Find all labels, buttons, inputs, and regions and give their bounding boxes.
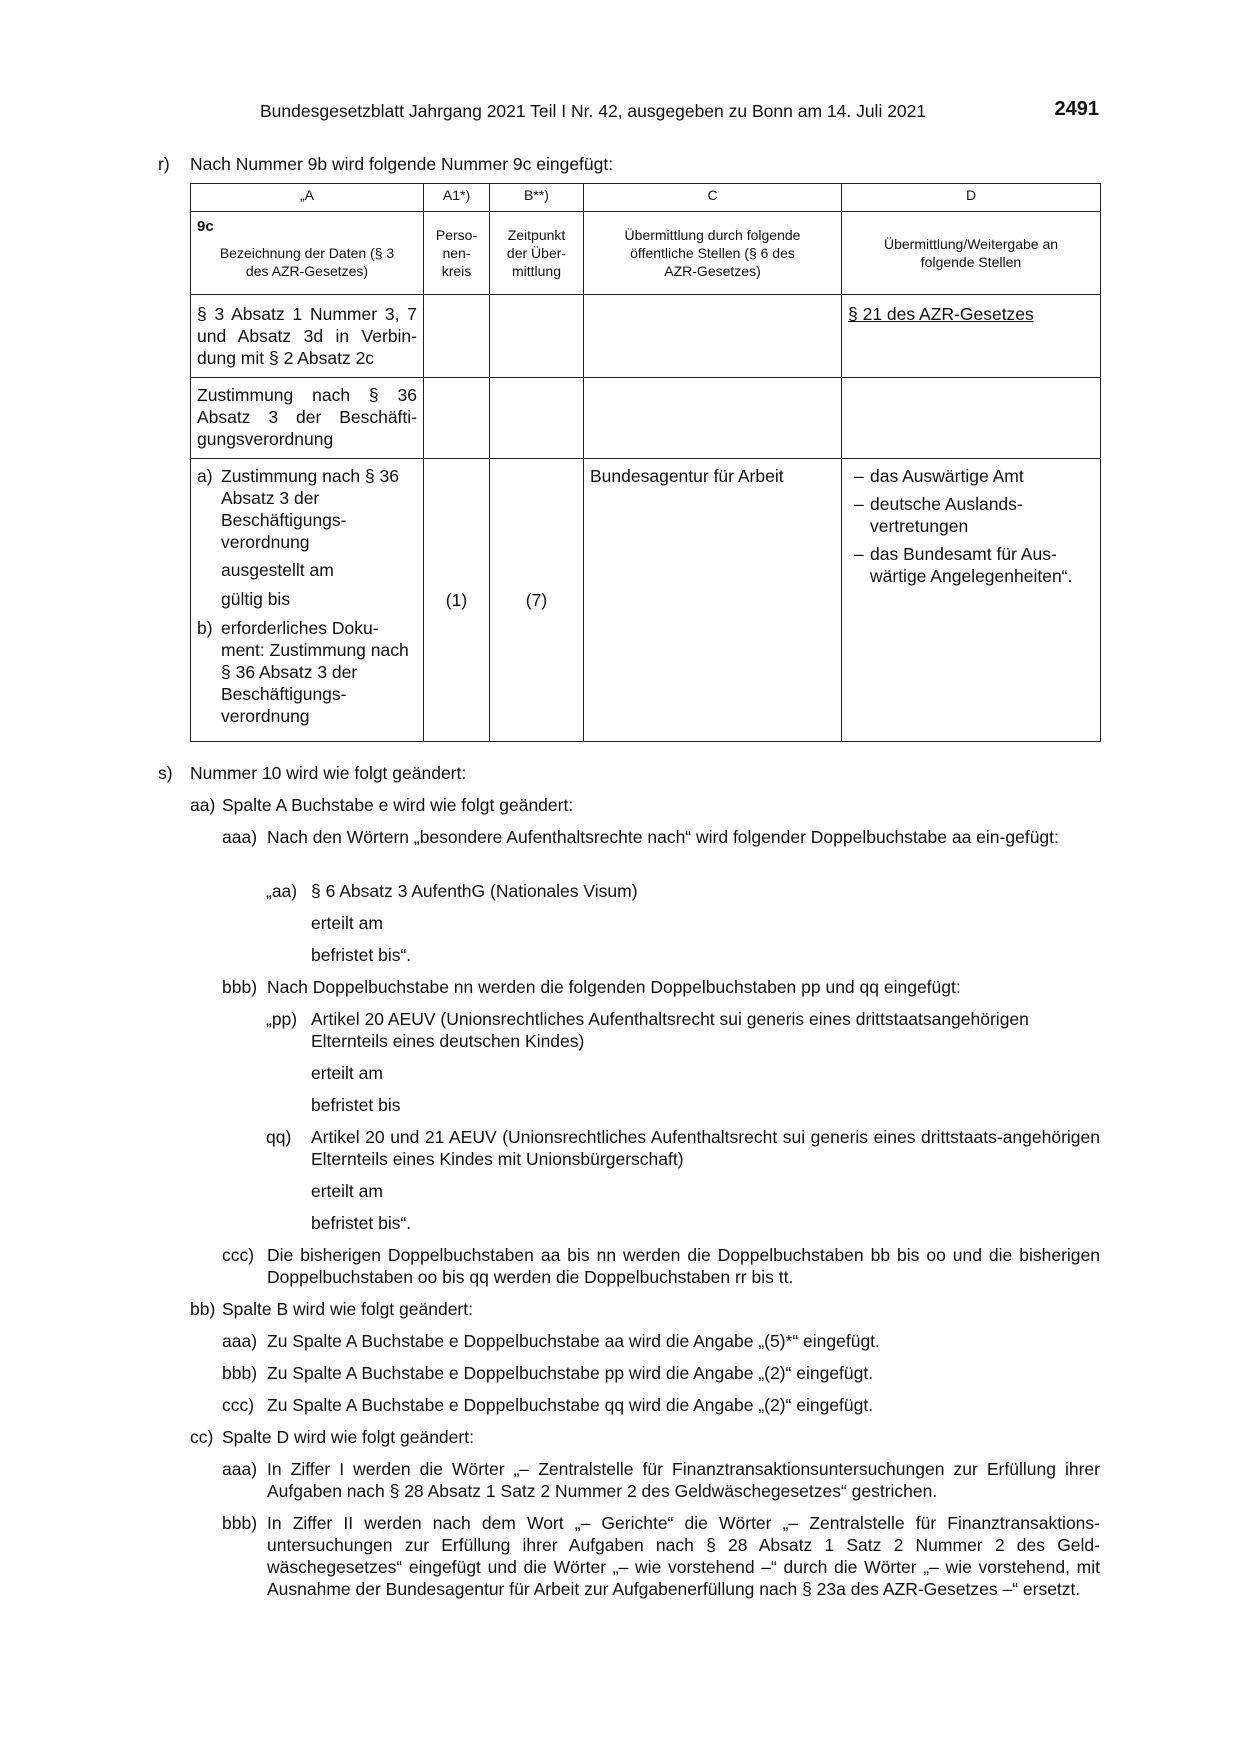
row3-a-valid: gültig bis xyxy=(221,589,291,609)
col-header-b: B**) xyxy=(490,184,584,212)
subheader-c-text: Übermittlung durch folgende öffentliche Stellen (§ 6 des AZR-Gesetzes) xyxy=(624,227,801,279)
item-bb-text: Spalte B wird wie folgt geändert: xyxy=(222,1299,473,1319)
list-item xyxy=(848,493,1094,537)
row2-a xyxy=(191,378,424,459)
subheader-a-text: Bezeichnung der Daten (§ 3 des AZR-Gesetzes) xyxy=(219,245,395,279)
subheader-b-text: Zeitpunkt der Über-mittlung xyxy=(506,227,567,279)
subheader-a1 xyxy=(424,212,490,295)
row3-a1 xyxy=(424,459,490,742)
row2-a1 xyxy=(424,378,490,459)
row-number: 9c xyxy=(197,218,214,235)
item-s-text: Nummer 10 wird wie folgt geändert: xyxy=(190,763,467,783)
page-header xyxy=(0,100,1241,126)
ins-pp-label: „pp) xyxy=(266,1009,298,1029)
list-item xyxy=(848,543,1094,587)
dash-marker: – xyxy=(854,494,864,514)
item-r-text: Nach Nummer 9b wird folgende Nummer 9c eingefügt: xyxy=(190,154,614,174)
row3-a-issued: ausgestellt am xyxy=(221,560,334,580)
item-cc-text: Spalte D wird wie folgt geändert: xyxy=(222,1427,474,1447)
item-cc-bbb-text: In Ziffer II werden nach dem Wort „– Gerichte“ die Wörter „– Zentralstelle für Finanztransaktions-untersuchungen zur Erfüllung ihrer Aufgaben nach § 28 Absatz 1 Satz 2 Nummer 2 des Geld-wäschegesetzes“ eingefügt und die Wörter „– wie vorstehend –“ durch die Wörter „– wie vorstehend, mit Ausnahme der Bundesagentur für Arbeit zur Aufgabenerfüllung nach § 23a des AZR-Gesetzes –“ ersetzt. xyxy=(267,1513,1100,1599)
row3-a xyxy=(191,459,424,742)
ins-qq-limited: befristet bis“. xyxy=(311,1213,412,1233)
item-cc-aaa-label: aaa) xyxy=(222,1459,258,1479)
col-header-a1: A1*) xyxy=(424,184,490,212)
ins-qq-label: qq) xyxy=(266,1127,292,1147)
subheader-c xyxy=(584,212,842,295)
row1-a xyxy=(191,295,424,378)
item-r-label: r) xyxy=(158,154,170,174)
col-header-a: „A xyxy=(191,184,424,212)
item-aa-label: aa) xyxy=(190,795,216,815)
row3-a-b-label: b) xyxy=(197,618,213,638)
col-header-c: C xyxy=(584,184,842,212)
ins-pp-limited: befristet bis xyxy=(311,1095,401,1115)
item-bb-ccc-label: ccc) xyxy=(222,1395,255,1415)
table-header-row xyxy=(191,184,1101,212)
gazette-title: Bundesgesetzblatt Jahrgang 2021 Teil I Nr. 42, ausgegeben zu Bonn am 14. Juli 2021 xyxy=(260,101,927,121)
subheader-d-text: Übermittlung/Weitergabe an folgende Stellen xyxy=(883,236,1059,270)
ins-aa-text: § 6 Absatz 3 AufenthG (Nationales Visum) xyxy=(311,881,638,901)
page-number: 2491 xyxy=(1054,98,1099,120)
row3-b xyxy=(490,459,584,742)
row1-a1 xyxy=(424,295,490,378)
item-bb-aaa-text: Zu Spalte A Buchstabe e Doppelbuchstabe aa wird die Angabe „(5)*“ eingefügt. xyxy=(267,1331,880,1351)
row3-a1-text: (1) xyxy=(445,590,468,610)
row3-d-item-3: das Bundesamt für Aus-wärtige Angelegenheiten“. xyxy=(870,544,1073,586)
ins-pp-text: Artikel 20 AEUV (Unionsrechtliches Aufenthaltsrecht sui generis eines drittstaatsangehörigen Elternteils eines deutschen Kindes) xyxy=(311,1009,1029,1051)
row1-d-text: § 21 des AZR-Gesetzes xyxy=(848,304,1034,324)
item-aa-bbb-text: Nach Doppelbuchstabe nn werden die folgenden Doppelbuchstaben pp und qq eingefügt: xyxy=(267,977,961,997)
item-s-label: s) xyxy=(158,763,173,783)
table-row xyxy=(191,378,1101,459)
item-cc-aaa-text: In Ziffer I werden die Wörter „– Zentralstelle für Finanztransaktionsuntersuchungen zur Erfüllung ihrer Aufgaben nach § 28 Absatz 1 Satz 2 Nummer 2 des Geldwäschegesetzes“ gestrichen. xyxy=(267,1459,1100,1501)
row2-a-text: Zustimmung nach § 36 Absatz 3 der Beschäfti-gungsverordnung xyxy=(197,385,417,449)
row3-d-item-1: das Auswärtige Amt xyxy=(870,466,1024,486)
ins-aa-label: „aa) xyxy=(266,881,298,901)
subheader-d xyxy=(842,212,1101,295)
table-row xyxy=(191,295,1101,378)
item-bb-ccc-text: Zu Spalte A Buchstabe e Doppelbuchstabe qq wird die Angabe „(2)“ eingefügt. xyxy=(267,1395,874,1415)
item-bb-label: bb) xyxy=(190,1299,216,1319)
subheader-a xyxy=(191,212,424,295)
row2-d xyxy=(842,378,1101,459)
col-header-d: D xyxy=(842,184,1101,212)
subheader-b xyxy=(490,212,584,295)
row3-d-list xyxy=(842,459,1100,587)
table-row xyxy=(191,459,1101,742)
item-bb-bbb-label: bbb) xyxy=(222,1363,258,1383)
table-subheader-row xyxy=(191,212,1101,295)
row1-b xyxy=(490,295,584,378)
item-bb-bbb-text: Zu Spalte A Buchstabe e Doppelbuchstabe pp wird die Angabe „(2)“ eingefügt. xyxy=(267,1363,874,1383)
row1-d xyxy=(842,295,1101,378)
row3-a-a-label: a) xyxy=(197,466,213,486)
row3-d xyxy=(842,459,1101,742)
item-aa-bbb-label: bbb) xyxy=(222,977,258,997)
insertion-table xyxy=(190,183,1101,742)
row1-c xyxy=(584,295,842,378)
row1-a-text: § 3 Absatz 1 Nummer 3, 7 und Absatz 3d in Verbin-dung mit § 2 Absatz 2c xyxy=(197,304,417,368)
item-aa-ccc-text: Die bisherigen Doppelbuchstaben aa bis nn werden die Doppelbuchstaben bb bis oo und die bisherigen Doppelbuchstaben oo bis qq werden die Doppelbuchstaben rr bis tt. xyxy=(267,1245,1100,1287)
item-bb-aaa-label: aaa) xyxy=(222,1331,258,1351)
item-aa-aaa-text: Nach den Wörtern „besondere Aufenthaltsrechte nach“ wird folgender Doppelbuchstabe aa ein-gefügt: xyxy=(267,827,1059,847)
row2-c xyxy=(584,378,842,459)
row3-c xyxy=(584,459,842,742)
subheader-a1-text: Perso-nen-kreis xyxy=(435,227,478,279)
item-aa-ccc-label: ccc) xyxy=(222,1245,255,1265)
row3-c-text: Bundesagentur für Arbeit xyxy=(590,466,784,486)
row2-b xyxy=(490,378,584,459)
dash-marker: – xyxy=(854,544,864,564)
item-aa-text: Spalte A Buchstabe e wird wie folgt geändert: xyxy=(222,795,574,815)
list-item xyxy=(848,465,1094,487)
row3-a-b-text: erforderliches Doku-ment: Zustimmung nach § 36 Absatz 3 der Beschäftigungs-verordnung xyxy=(221,618,409,726)
row3-b-text: (7) xyxy=(525,590,548,610)
dash-marker: – xyxy=(854,466,864,486)
ins-qq-issued: erteilt am xyxy=(311,1181,383,1201)
row3-a-a-text: Zustimmung nach § 36 Absatz 3 der Beschäftigungs-verordnung xyxy=(221,466,400,552)
item-aa-aaa-label: aaa) xyxy=(222,827,258,847)
ins-aa-issued: erteilt am xyxy=(311,913,383,933)
row3-d-item-2: deutsche Auslands-vertretungen xyxy=(870,494,1023,536)
item-cc-bbb-label: bbb) xyxy=(222,1513,258,1533)
ins-pp-issued: erteilt am xyxy=(311,1063,383,1083)
ins-aa-limited: befristet bis“. xyxy=(311,945,412,965)
ins-qq-text: Artikel 20 und 21 AEUV (Unionsrechtliches Aufenthaltsrecht sui generis eines drittstaats-angehörigen Elternteils eines Kindes mit Unionsbürgerschaft) xyxy=(311,1127,1100,1169)
item-cc-label: cc) xyxy=(190,1427,214,1447)
